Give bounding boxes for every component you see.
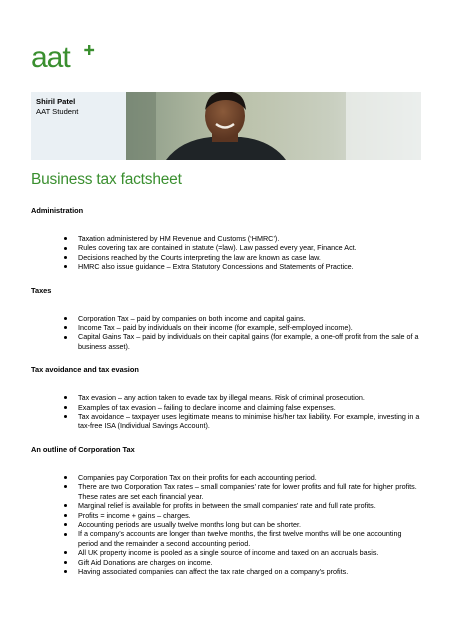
list-item: Accounting periods are usually twelve months long but can be shorter. xyxy=(31,520,423,529)
list-item: Taxation administered by HM Revenue and Customs (‘HMRC’). xyxy=(31,234,423,243)
section-heading: Taxes xyxy=(31,285,52,295)
student-photo xyxy=(126,92,421,160)
svg-text:aat: aat xyxy=(31,41,70,74)
section-administration xyxy=(31,206,423,272)
section-tax-avoidance xyxy=(31,365,423,431)
list-item: Having associated companies can affect the tax rate charged on a company’s profits. xyxy=(31,567,423,576)
bullet-list xyxy=(31,234,423,272)
section-heading: An outline of Corporation Tax xyxy=(31,444,135,454)
student-name: Shiril Patel xyxy=(36,97,76,106)
page-title: Business tax factsheet xyxy=(31,171,182,188)
student-caption xyxy=(36,97,78,117)
list-item: If a company’s accounts are longer than twelve months, the first twelve months will be one accounting period and the remainder a second accounting period. xyxy=(31,529,423,548)
list-item: Rules covering tax are contained in statute (=law). Law passed every year, Finance Act. xyxy=(31,243,423,252)
list-item: Profits = income + gains – charges. xyxy=(31,511,423,520)
section-corporation-tax xyxy=(31,445,423,576)
list-item: Corporation Tax – paid by companies on both income and capital gains. xyxy=(31,314,423,323)
list-item: Companies pay Corporation Tax on their profits for each accounting period. xyxy=(31,473,423,482)
list-item: Gift Aid Donations are charges on income. xyxy=(31,558,423,567)
list-item: Decisions reached by the Courts interpreting the law are known as case law. xyxy=(31,253,423,262)
student-banner xyxy=(31,92,421,160)
list-item: HMRC also issue guidance – Extra Statutory Concessions and Statements of Practice. xyxy=(31,262,423,271)
list-item: Capital Gains Tax – paid by individuals on their capital gains (for example, a one-off profit from the sale of a business asset). xyxy=(31,332,423,351)
factsheet-content xyxy=(31,206,423,576)
aat-logo xyxy=(31,40,111,79)
list-item: Examples of tax evasion – failing to declare income and claiming false expenses. xyxy=(31,403,423,412)
bullet-list xyxy=(31,473,423,576)
list-item: Income Tax – paid by individuals on their income (for example, self-employed income). xyxy=(31,323,423,332)
list-item: Marginal relief is available for profits in between the small companies’ rate and full rate profits. xyxy=(31,501,423,510)
bullet-list xyxy=(31,314,423,352)
list-item: There are two Corporation Tax rates – small companies’ rate for lower profits and full rate for higher profits. These rates are set each financial year. xyxy=(31,482,423,501)
list-item: Tax avoidance – taxpayer uses legitimate means to minimise his/her tax liability. For example, investing in a tax-free ISA (Individual Savings Account). xyxy=(31,412,423,431)
section-taxes xyxy=(31,286,423,352)
student-role: AAT Student xyxy=(36,107,79,116)
list-item: All UK property income is pooled as a single source of income and taxed on an accruals basis. xyxy=(31,548,423,557)
list-item: Tax evasion – any action taken to evade tax by illegal means. Risk of criminal prosecution. xyxy=(31,393,423,402)
bullet-list xyxy=(31,393,423,431)
section-heading: Tax avoidance and tax evasion xyxy=(31,365,139,375)
section-heading: Administration xyxy=(31,206,84,215)
